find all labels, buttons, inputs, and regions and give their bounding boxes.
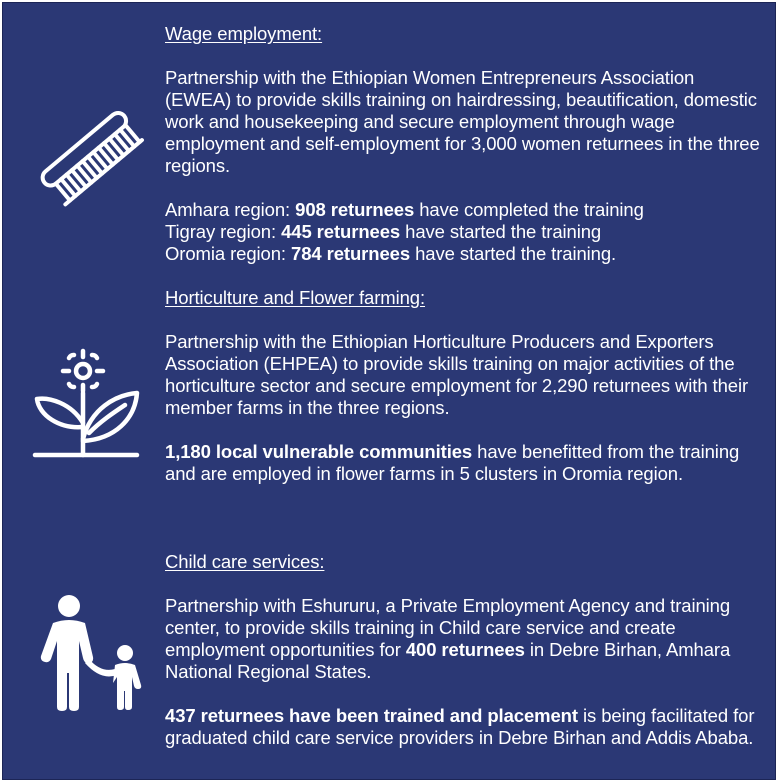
region-status: have started the training bbox=[400, 221, 602, 242]
result-detail: have benefitted from the training and are employed in flower farms in 5 clusters in Oromia region. bbox=[165, 441, 740, 484]
wage-employment-text bbox=[165, 23, 765, 265]
region-status: have completed the training bbox=[414, 199, 644, 220]
region-line-amhara bbox=[165, 199, 765, 221]
region-status: have started the training. bbox=[410, 243, 617, 264]
region-label: Tigray region: bbox=[165, 221, 282, 242]
horticulture-result bbox=[165, 441, 765, 485]
intro-highlight: 400 returnees bbox=[405, 639, 525, 660]
region-line-oromia bbox=[165, 243, 765, 265]
result-highlight: 437 returnees have been trained and placement bbox=[165, 705, 578, 726]
region-count: 784 returnees bbox=[291, 243, 411, 264]
result-detail: is being facilitated for graduated child care service providers in Debre Birhan and Addis Ababa. bbox=[165, 705, 755, 748]
child-care-result bbox=[165, 705, 765, 749]
region-label: Amhara region: bbox=[165, 199, 296, 220]
adult-child-icon bbox=[37, 593, 147, 711]
region-label: Oromia region: bbox=[165, 243, 291, 264]
intro-text-end: in Debre Birhan, Amhara National Regional States. bbox=[165, 639, 731, 682]
flower-plant-icon bbox=[31, 343, 143, 461]
intro-text: Partnership with Eshururu, a Private Employment Agency and training center, to provide skills training in Child care service and create employment opportunities for bbox=[165, 595, 731, 660]
horticulture-intro: Partnership with the Ethiopian Horticulture Producers and Exporters Association (EHPEA) to provide skills training on major activities of the horticulture sector and secure employment for 2,290 returnees with their member farms in the three regions. bbox=[165, 331, 749, 418]
wage-employment-intro: Partnership with the Ethiopian Women Entrepreneurs Association (EWEA) to provide skills training on hairdressing, beautification, domestic work and housekeeping and secure employment through wage employment and self-employment for 3,000 women returnees in the three regions. bbox=[165, 67, 760, 176]
comb-icon bbox=[25, 93, 145, 208]
wage-employment-heading: Wage employment: bbox=[165, 23, 323, 44]
horticulture-text bbox=[165, 287, 765, 485]
child-care-intro bbox=[165, 595, 765, 683]
result-highlight: 1,180 local vulnerable communities bbox=[165, 441, 473, 462]
region-count: 445 returnees bbox=[281, 221, 401, 242]
horticulture-heading: Horticulture and Flower farming: bbox=[165, 287, 426, 308]
child-care-text bbox=[165, 551, 765, 749]
child-care-heading: Child care services: bbox=[165, 551, 325, 572]
region-line-tigray bbox=[165, 221, 765, 243]
info-panel bbox=[2, 2, 776, 780]
region-count: 908 returnees bbox=[295, 199, 415, 220]
